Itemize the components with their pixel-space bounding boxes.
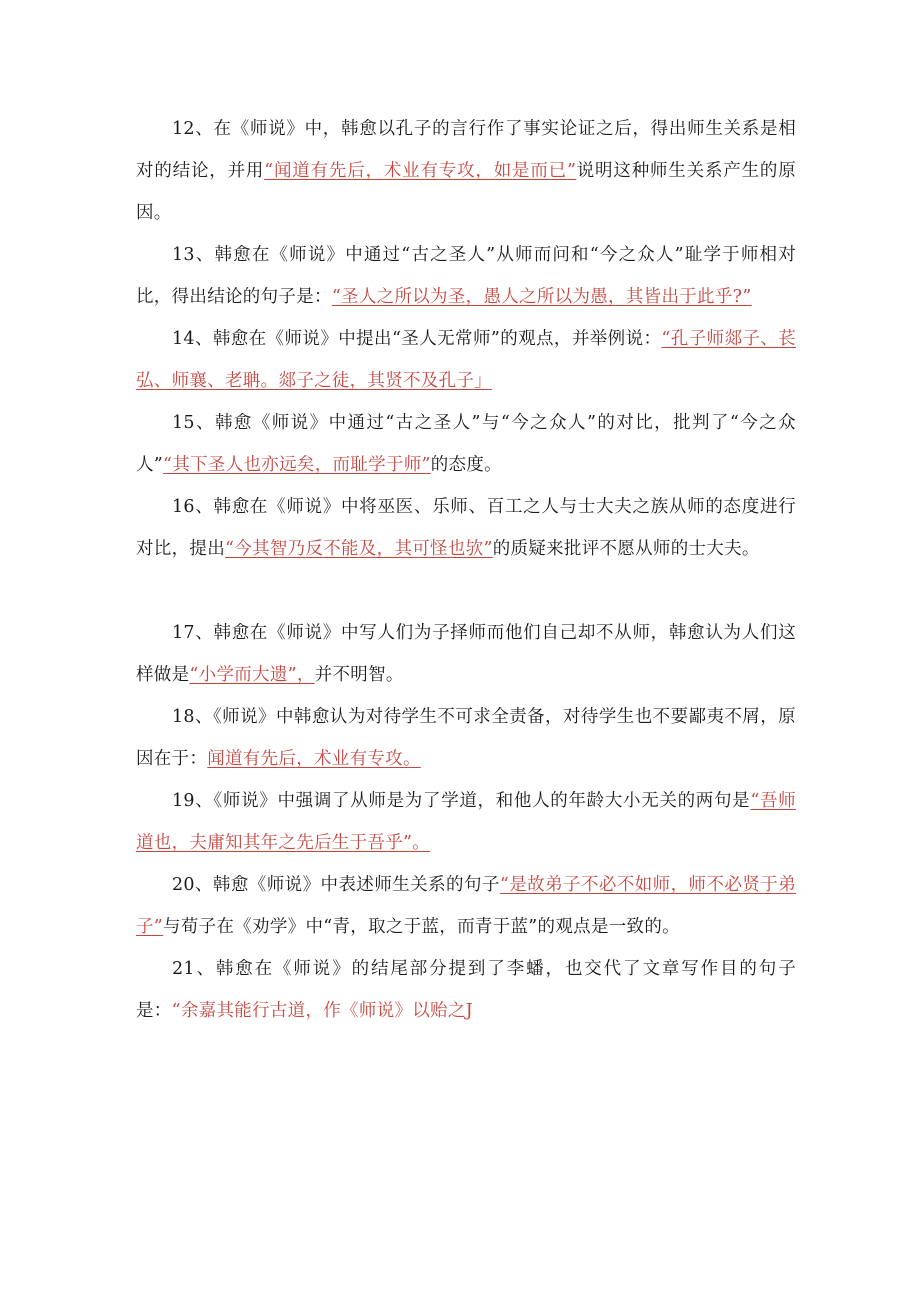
answer-text: “今其智乃反不能及，其可怪也欤” (225, 539, 493, 559)
answer-text: 闻道有先后，术业有专攻。 (207, 749, 421, 769)
question-12 (136, 108, 796, 234)
question-text: 14、韩愈在《师说》中提出“圣人无常师”的观点，并举例说： (172, 329, 662, 349)
question-text: 16、韩愈在《师说》中将巫医、乐师、百工之人与士大夫之族从师的态度进行对比，提出 (136, 497, 796, 559)
question-16 (136, 486, 796, 570)
answer-text: “吾师道也，夫庸知其年之先后生于吾乎”。 (136, 791, 796, 853)
question-text: 12、在《师说》中，韩愈以孔子的言行作了事实论证之后，得出师生关系是相对的结论，并用 (136, 119, 796, 181)
answer-text: “其下圣人也亦远矣，而耻学于师” (163, 455, 431, 475)
question-text: 17、韩愈在《师说》中写人们为子择师而他们自己却不从师，韩愈认为人们这样做是 (136, 623, 796, 685)
question-text: 15、韩愈《师说》中通过“古之圣人”与“今之众人”的对比，批判了“今之众人” (136, 413, 796, 475)
answer-text: “小学而大遗”， (189, 665, 315, 685)
question-21 (136, 948, 796, 1032)
question-text-after: 并不明智。 (314, 665, 404, 685)
answer-text: “孔子师郯子、苌弘、师襄、老聃。郯子之徒，其贤不及孔子」 (136, 329, 796, 391)
question-text: 18、《师说》中韩愈认为对待学生不可求全责备，对待学生也不要鄙夷不屑，原因在于： (136, 707, 796, 769)
question-text-after: 说明这种师生关系产生的原因。 (136, 161, 796, 223)
question-13 (136, 234, 796, 318)
question-text: 13、韩愈在《师说》中通过“古之圣人”从师而问和“今之众人”耻学于师相对比，得出结论的句子是： (136, 245, 796, 307)
question-20 (136, 864, 796, 948)
question-text-after: 的态度。 (430, 455, 502, 475)
question-14 (136, 318, 796, 402)
question-15 (136, 402, 796, 486)
answer-text: “闻道有先后，术业有专攻，如是而已” (264, 161, 577, 181)
answer-text: “圣人之所以为圣，愚人之所以为愚，其皆出于此乎?” (331, 287, 752, 307)
question-text: 21、韩愈在《师说》的结尾部分提到了李蟠，也交代了文章写作目的句子是： (136, 959, 796, 1021)
question-text-after: 的质疑来批评不愿从师的士大夫。 (492, 539, 760, 559)
answer-text: “余嘉其能行古道，作《师说》以贻之J (171, 1001, 473, 1021)
answer-text: “是故弟子不必不如师，师不必贤于弟子” (136, 875, 796, 937)
question-18 (136, 696, 796, 780)
question-text: 20、韩愈《师说》中表述师生关系的句子 (172, 875, 500, 895)
question-19 (136, 780, 796, 864)
question-text: 19、《师说》中强调了从师是为了学道，和他人的年龄大小无关的两句是 (172, 791, 751, 811)
question-text-after: 与荀子在《劝学》中“青，取之于蓝，而青于蓝”的观点是一致的。 (163, 917, 680, 937)
question-17 (136, 612, 796, 696)
